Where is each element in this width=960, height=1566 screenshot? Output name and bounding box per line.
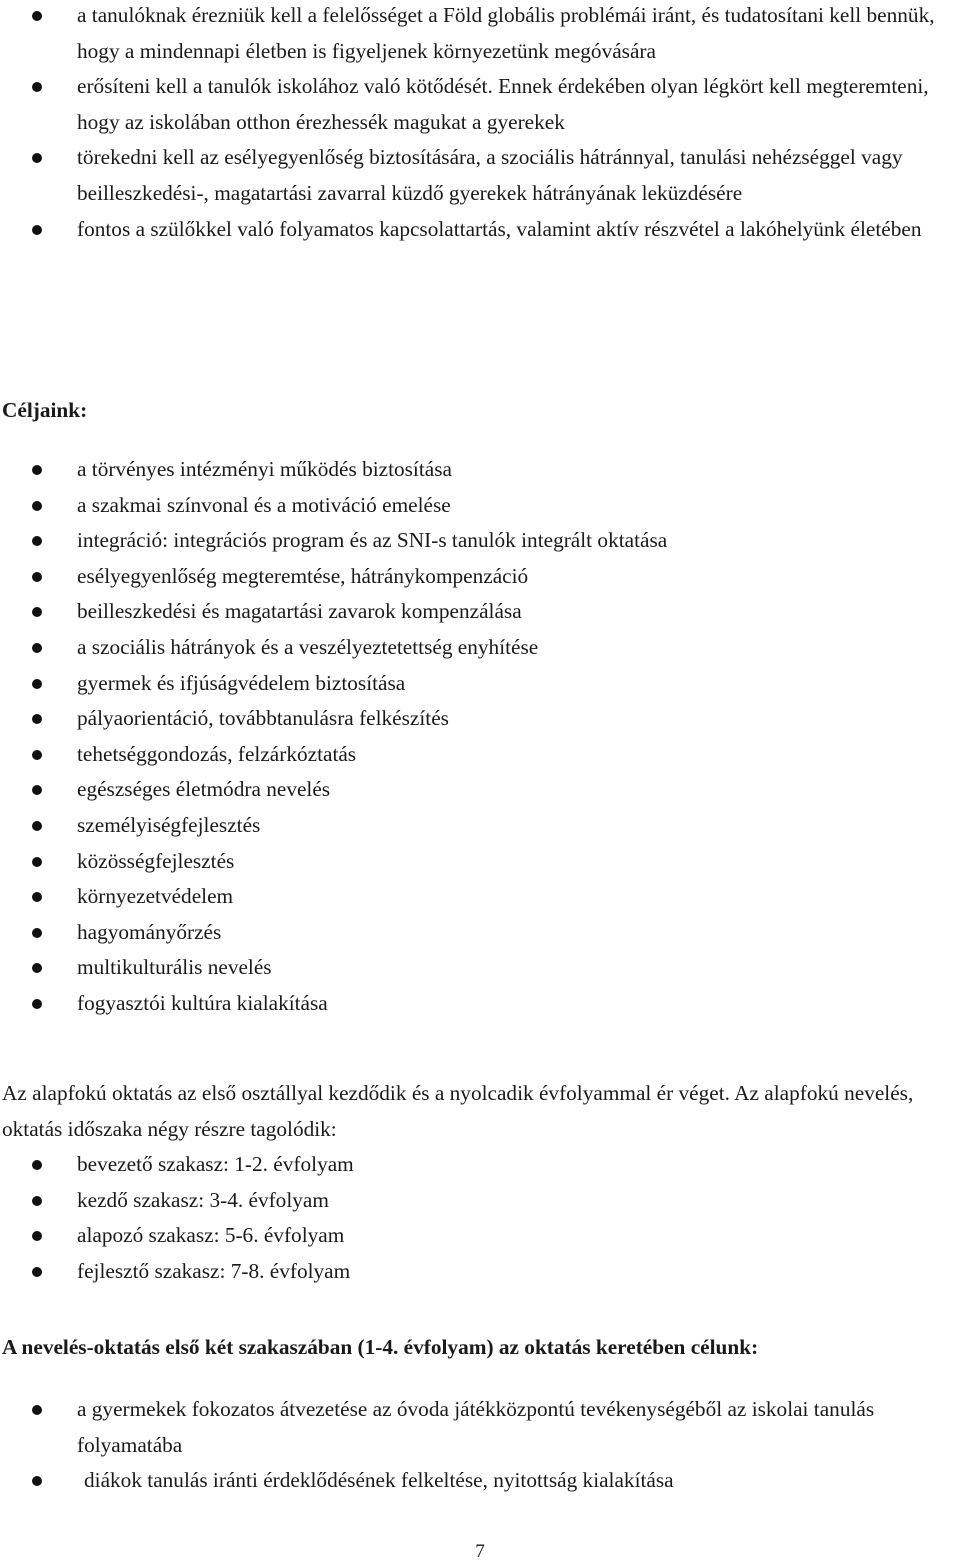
bullet-icon [32,1267,42,1277]
bullet-icon [32,501,42,511]
bullet-icon [32,11,42,21]
list-item [0,140,960,211]
list-item-text: a szakmai színvonal és a motiváció emelése [77,492,451,517]
bullet-icon [32,225,42,235]
bullet-icon [32,714,42,724]
list-item [0,1218,960,1254]
stages-paragraph: Az alapfokú oktatás az első osztállyal kezdődik és a nyolcadik évfolyammal ér véget. Az alapfokú nevelés, oktatás időszaka négy részre tagolódik: [2,1081,914,1141]
list-item-text: fejlesztő szakasz: 7-8. évfolyam [77,1258,351,1283]
bullet-icon [32,963,42,973]
first-two-section [0,1330,960,1366]
list-item-text: hagyományőrzés [77,919,222,944]
list-item-text: bevezető szakasz: 1-2. évfolyam [77,1152,354,1177]
list-item-text: környezetvédelem [77,884,234,909]
goals-list [0,452,960,1022]
list-item-text: beilleszkedési és magatartási zavarok kompenzálása [77,599,522,624]
goals-list-section [0,452,960,1022]
list-item [0,630,960,666]
list-item [0,559,960,595]
list-item-text: kezdő szakasz: 3-4. évfolyam [77,1187,329,1212]
list-item-text: fontos a szülőkkel való folyamatos kapcsolattartás, valamint aktív részvétel a lakóhelyünk életében [77,216,922,241]
list-item-text: a törvényes intézményi működés biztosítása [77,457,452,481]
bullet-icon [32,536,42,546]
list-item [0,1254,960,1290]
bullet-icon [32,857,42,867]
list-item-text: esélyegyenlőség megteremtése, hátránykompenzáció [77,563,529,588]
first-two-list-section [0,1392,960,1499]
bullet-icon [32,1405,42,1415]
list-item-text: gyermek és ifjúságvédelem biztosítása [77,670,406,695]
page-number: 7 [475,1541,485,1562]
list-item [0,772,960,808]
list-item-text: erősíteni kell a tanulók iskolához való kötődését. Ennek érdekében olyan légkört kell megteremteni, hogy az iskolában otthon érezhessék magukat a gyerekek [77,74,929,134]
list-item-text: törekedni kell az esélyegyenlőség biztosítására, a szociális hátránnyal, tanulási nehézséggel vagy beilleszkedési-, magatartási zavarral küzdő gyerekek hátrányának leküzdésére [77,145,903,205]
stages-list [0,1147,960,1289]
list-item-text: a gyermekek fokozatos átvezetése az óvoda játékközpontú tevékenységéből az iskolai tanulás folyamatába [77,1397,875,1457]
list-item [0,808,960,844]
list-item-text: fogyasztói kultúra kialakítása [77,990,328,1015]
list-item [0,737,960,773]
list-item [0,212,960,248]
list-item [0,844,960,880]
list-item-text: integráció: integrációs program és az SNI-s tanulók integrált oktatása [77,528,668,553]
list-item-text: egészséges életmódra nevelés [77,777,331,802]
list-item-text: a szociális hátrányok és a veszélyeztetettség enyhítése [77,634,539,659]
bullet-icon [32,999,42,1009]
bullet-icon [32,679,42,689]
bullet-icon [32,643,42,653]
list-item [0,950,960,986]
list-item [0,523,960,559]
bullet-icon [32,1160,42,1170]
list-item [0,594,960,630]
list-item [0,701,960,737]
list-item [0,1147,960,1183]
intro-list [0,0,960,247]
list-item-text: a tanulóknak érezniük kell a felelősséget a Föld globális problémái iránt, és tudatosítani kell bennük, hogy a mindennapi életben is figyeljenek környezetünk megóvására [77,3,935,63]
bullet-icon [32,607,42,617]
list-item [0,879,960,915]
list-item-text: diákok tanulás iránti érdeklődésének felkeltése, nyitottság kialakítása [84,1468,674,1493]
list-item-text: közösségfejlesztés [77,848,235,873]
bullet-icon [32,750,42,760]
bullet-icon [32,1196,42,1206]
list-item [0,666,960,702]
list-item [0,488,960,524]
list-item [0,986,960,1022]
bullet-icon [32,821,42,831]
bullet-icon [32,1231,42,1241]
list-item-text: személyiségfejlesztés [77,812,261,837]
bullet-icon [32,153,42,163]
list-item-text: alapozó szakasz: 5-6. évfolyam [77,1223,345,1248]
list-item [0,1463,960,1499]
bullet-icon [32,892,42,902]
first-two-heading: A nevelés-oktatás első két szakaszában (1-4. évfolyam) az oktatás keretében célunk: [2,1335,759,1359]
intro-section [0,0,960,247]
bullet-icon [32,928,42,938]
list-item-text: pályaorientáció, továbbtanulásra felkészítés [77,706,449,731]
stages-section [0,1076,960,1290]
bullet-icon [32,785,42,795]
list-item [0,915,960,951]
goals-section [0,393,960,429]
list-item [0,452,960,488]
list-item [0,69,960,140]
list-item [0,1392,960,1463]
goals-heading: Céljaink: [2,398,88,422]
list-item [0,1183,960,1219]
list-item [0,0,960,69]
list-item-text: multikulturális nevelés [77,955,272,980]
first-two-list [0,1392,960,1499]
bullet-icon [32,82,42,92]
list-item-text: tehetséggondozás, felzárkóztatás [77,741,357,766]
bullet-icon [32,572,42,582]
bullet-icon [32,1476,42,1486]
bullet-icon [32,465,42,475]
